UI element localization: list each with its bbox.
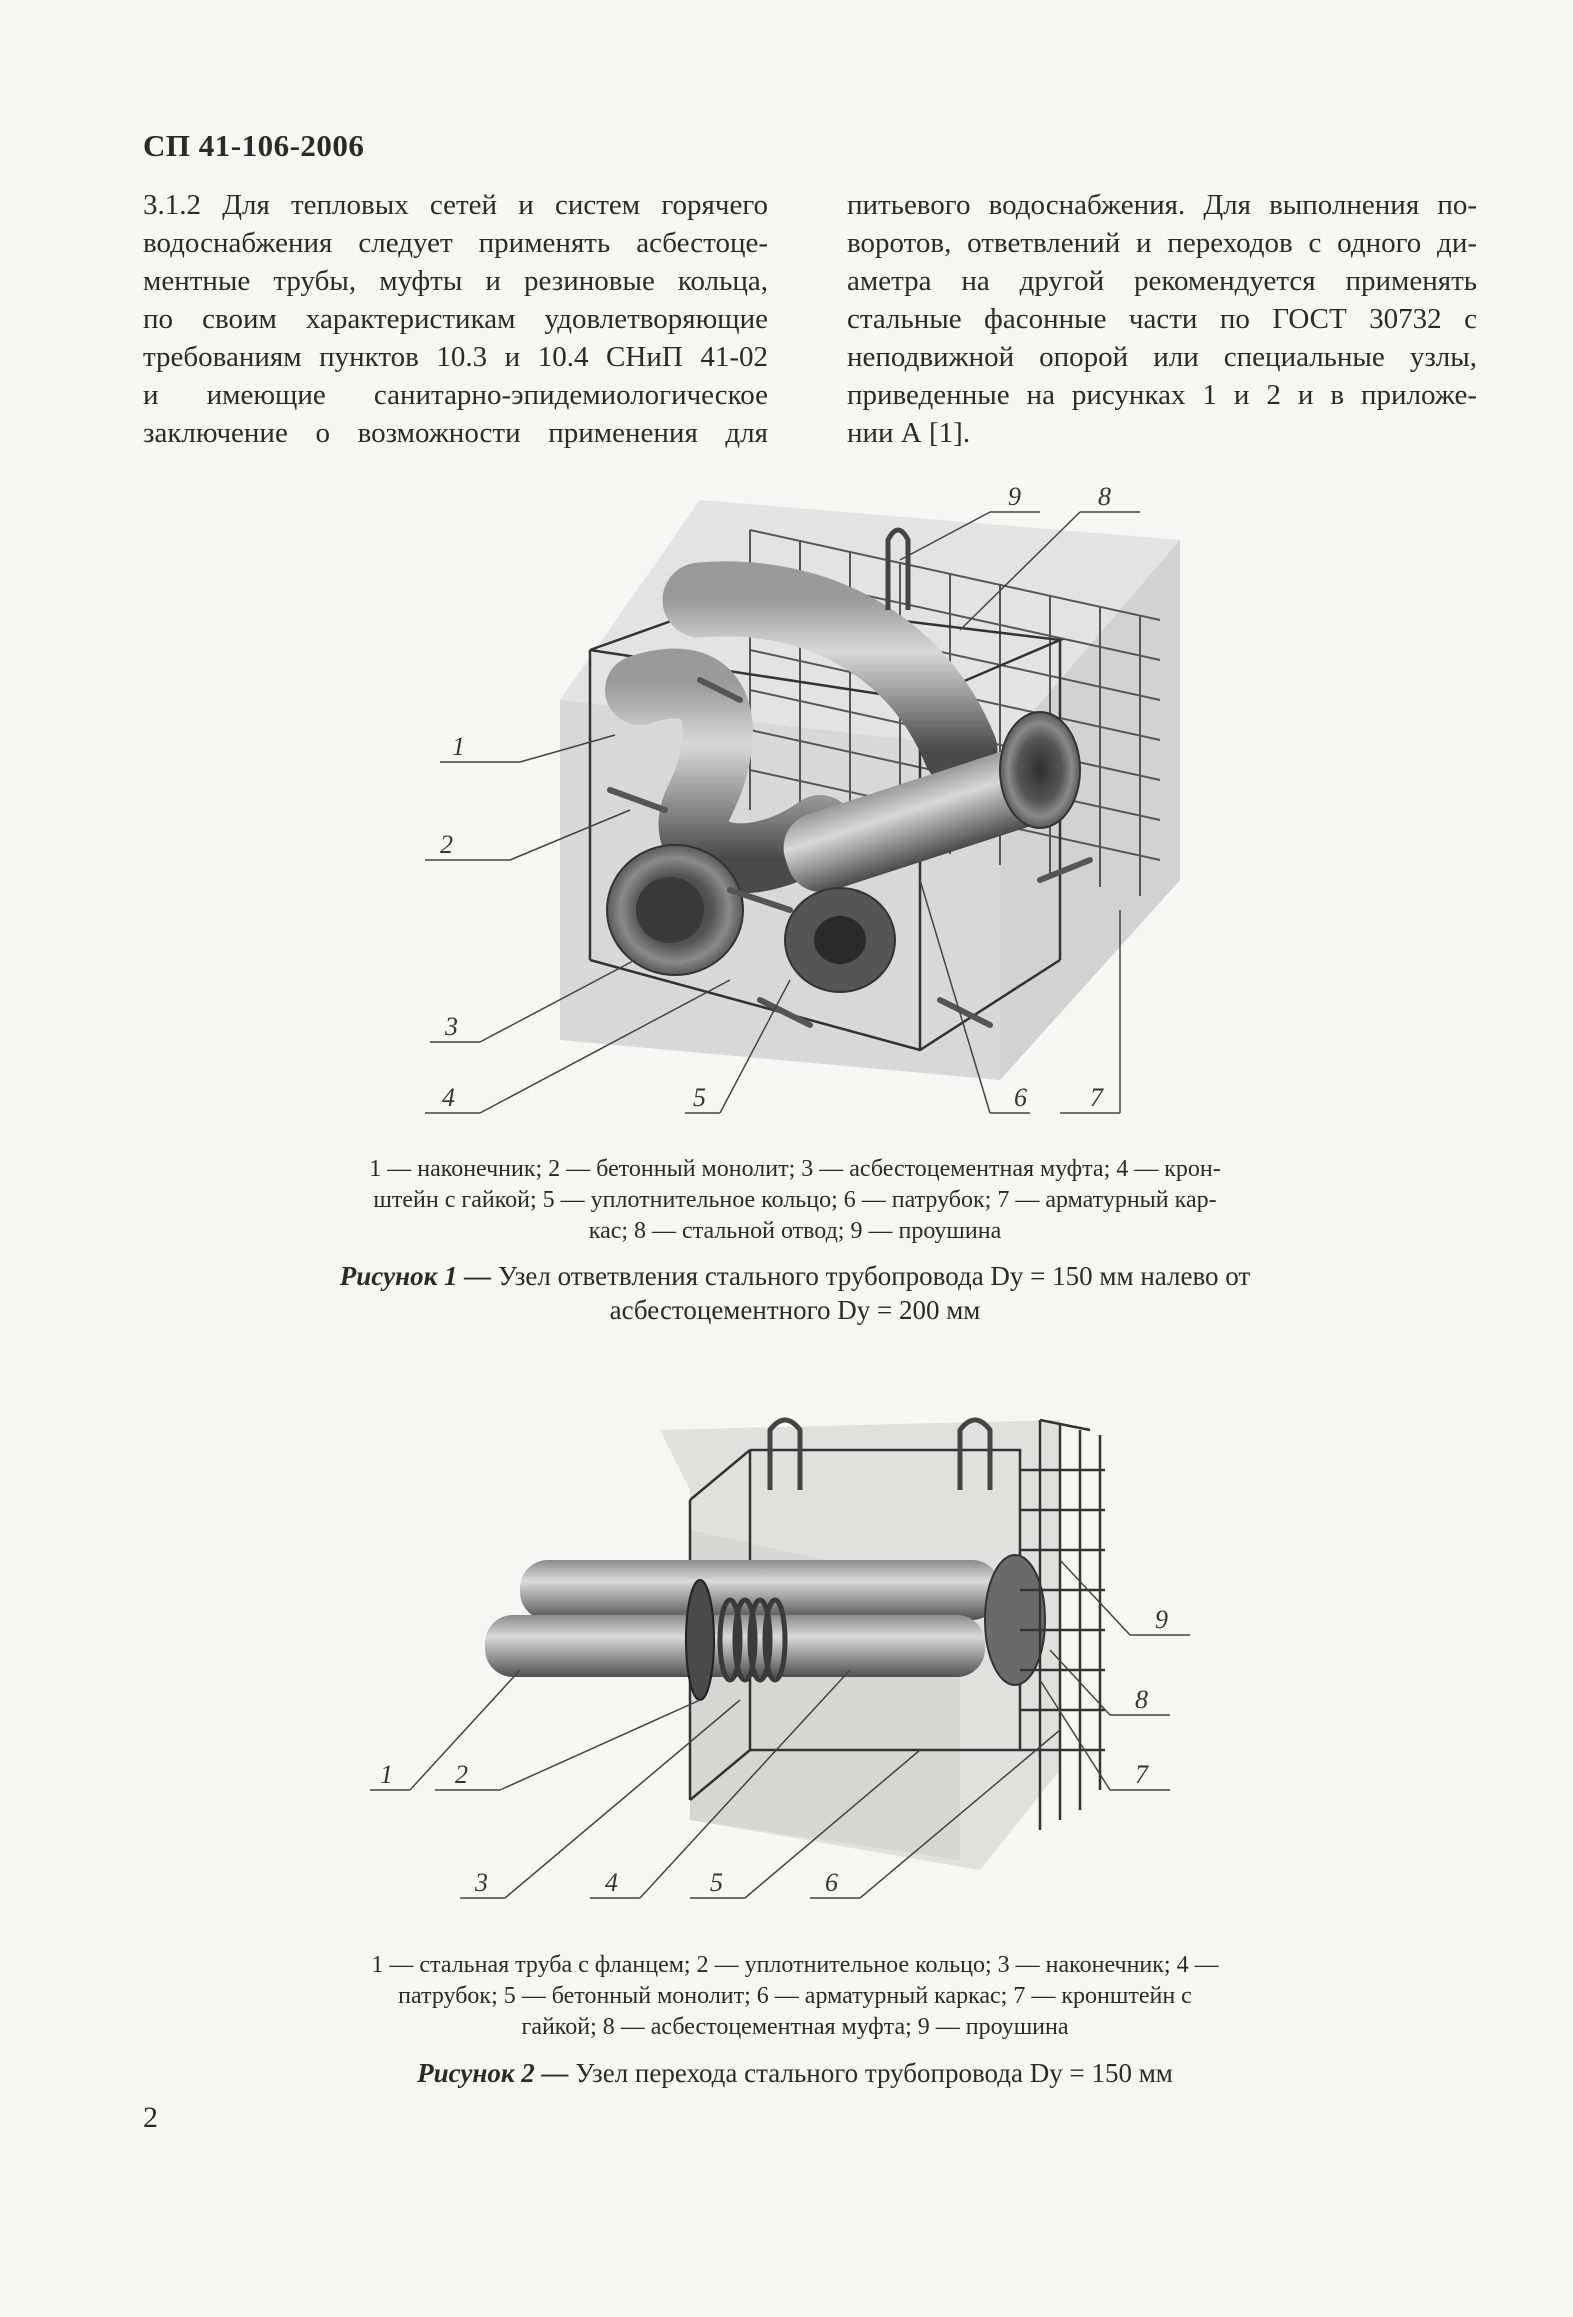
legend-line: патрубок; 5 — бетонный монолит; 6 — арматурный каркас; 7 — кронштейн с [398, 1983, 1192, 2009]
callout-label: 5 [693, 1083, 706, 1112]
document-header: СП 41-106-2006 [143, 128, 365, 163]
body-text-column-1 [143, 186, 768, 452]
text-line: требованиям пунктов 10.3 и 10.4 СНиП 41-02 [143, 341, 768, 373]
legend-line: гайкой; 8 — асбестоцементная муфта; 9 — проушина [521, 2014, 1069, 2040]
steel-pipe [520, 1560, 1000, 1620]
callout-label: 5 [710, 1868, 723, 1897]
callout-label: 6 [1014, 1083, 1027, 1112]
text-line: аметра на другой рекомендуется применять [847, 265, 1477, 297]
callout-label: 2 [455, 1760, 468, 1789]
text-line: неподвижной опорой или специальные узлы, [847, 341, 1477, 373]
callout-label: 4 [442, 1083, 455, 1112]
figure-1-legend [300, 1154, 1290, 1247]
legend-line: штейн с гайкой; 5 — уплотнительное кольцо; 6 — патрубок; 7 — арматурный кар- [373, 1187, 1217, 1213]
text-line: 3.1.2 Для тепловых сетей и систем горячего [143, 189, 768, 221]
callout-label: 4 [605, 1868, 618, 1897]
callout-label: 7 [1135, 1760, 1148, 1789]
text-line: заключение о возможности применения для [143, 417, 768, 449]
callout-label: 1 [452, 732, 465, 761]
text-line: нии А [1]. [847, 417, 971, 449]
callout-label: 3 [475, 1868, 488, 1897]
text-line: питьевого водоснабжения. Для выполнения по- [847, 189, 1477, 221]
caption-label: Рисунок 2 — [417, 2058, 569, 2088]
callout-label: 7 [1090, 1083, 1103, 1112]
text-line: по своим характеристикам удовлетворяющие [143, 303, 768, 335]
legend-line: кас; 8 — стальной отвод; 9 — проушина [588, 1218, 1002, 1244]
legend-line: 1 — стальная труба с фланцем; 2 — уплотнительное кольцо; 3 — наконечник; 4 — [371, 1952, 1219, 1978]
caption-text: Узел перехода стального трубопровода Dу = 150 мм [568, 2058, 1173, 2088]
callout-label: 8 [1135, 1685, 1148, 1714]
callout-label: 1 [380, 1760, 393, 1789]
callout-label: 9 [1008, 482, 1021, 511]
figure-1-illustration [400, 480, 1200, 1120]
figure-2-caption [300, 2056, 1290, 2090]
page-number: 2 [143, 2101, 158, 2134]
figure-1-caption [300, 1259, 1290, 1327]
callout-label: 2 [440, 830, 453, 859]
text-line: стальные фасонные части по ГОСТ 30732 с [847, 303, 1477, 335]
text-line: и имеющие санитарно-эпидемиологическое [143, 379, 768, 411]
callout-label: 8 [1098, 482, 1111, 511]
figure-2-illustration [360, 1410, 1240, 1910]
body-text-column-2 [847, 186, 1477, 452]
callout-label: 3 [445, 1012, 458, 1041]
text-line: водоснабжения следует применять асбестоце- [143, 227, 768, 259]
caption-text: Узел ответвления стального трубопровода Dу = 150 мм налево от [491, 1261, 1251, 1291]
caption-label: Рисунок 1 — [339, 1261, 492, 1291]
callout-label: 6 [825, 1868, 838, 1897]
figure-2-legend [300, 1950, 1290, 2043]
text-line: ментные трубы, муфты и резиновые кольца, [143, 265, 768, 297]
callout-label: 9 [1155, 1605, 1168, 1634]
legend-line: 1 — наконечник; 2 — бетонный монолит; 3 — асбестоцементная муфта; 4 — крон- [369, 1156, 1221, 1182]
caption-text: асбестоцементного Dу = 200 мм [609, 1295, 981, 1325]
text-line: приведенные на рисунках 1 и 2 и в приложе- [847, 379, 1477, 411]
text-line: воротов, ответвлений и переходов с одного ди- [847, 227, 1477, 259]
